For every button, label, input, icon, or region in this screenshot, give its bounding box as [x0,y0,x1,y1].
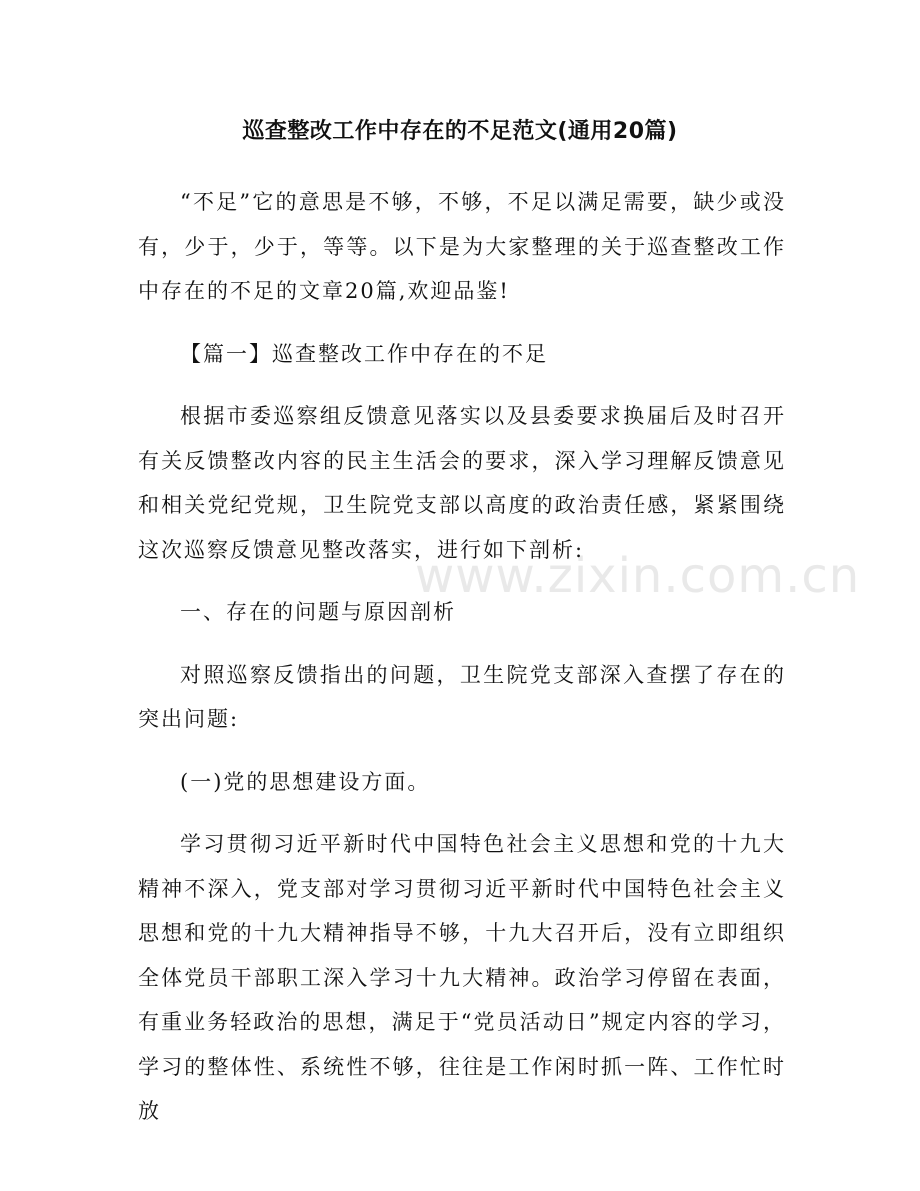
intro-paragraph: “不足”它的意思是不够，不够，不足以满足需要，缺少或没有，少于，少于，等等。以下是为大家整理的关于巡查整改工作中存在的不足的文章20篇,欢迎品鉴! [138,190,786,303]
body-paragraph: 对照巡察反馈指出的问题，卫生院党支部深入查摆了存在的突出问题: [138,662,786,731]
document-body [138,180,786,1152]
subsection-heading: 一、存在的问题与原因剖析 [180,600,456,624]
body-paragraph: 根据市委巡察组反馈意见落实以及县委要求换届后及时召开有关反馈整改内容的民主生活会的要求，深入学习理解反馈意见和相关党纪党规，卫生院党支部以高度的政治责任感，紧紧围绕这次巡察反馈意见整改落实，进行如下剖析: [138,404,786,562]
document-title: 巡查整改工作中存在的不足范文(通用20篇) [242,119,678,144]
section-heading: 【篇一】巡查整改工作中存在的不足 [180,341,548,366]
body-paragraph: 学习贯彻习近平新时代中国特色社会主义思想和党的十九大精神不深入，党支部对学习贯彻习近平新时代中国特色社会主义思想和党的十九大精神指导不够，十九大召开后，没有立即组织全体党员干部职工深入学习十九大精神。政治学习停留在表面，有重业务轻政治的思想，满足于“党员活动日”规定内容的学习，学习的整体性、系统性不够，往往是工作闲时抓一阵、工作忙时放 [138,832,786,1123]
subsection-heading: (一)党的思想建设方面。 [180,769,431,794]
watermark: www.zixin.com.cn [415,548,861,604]
